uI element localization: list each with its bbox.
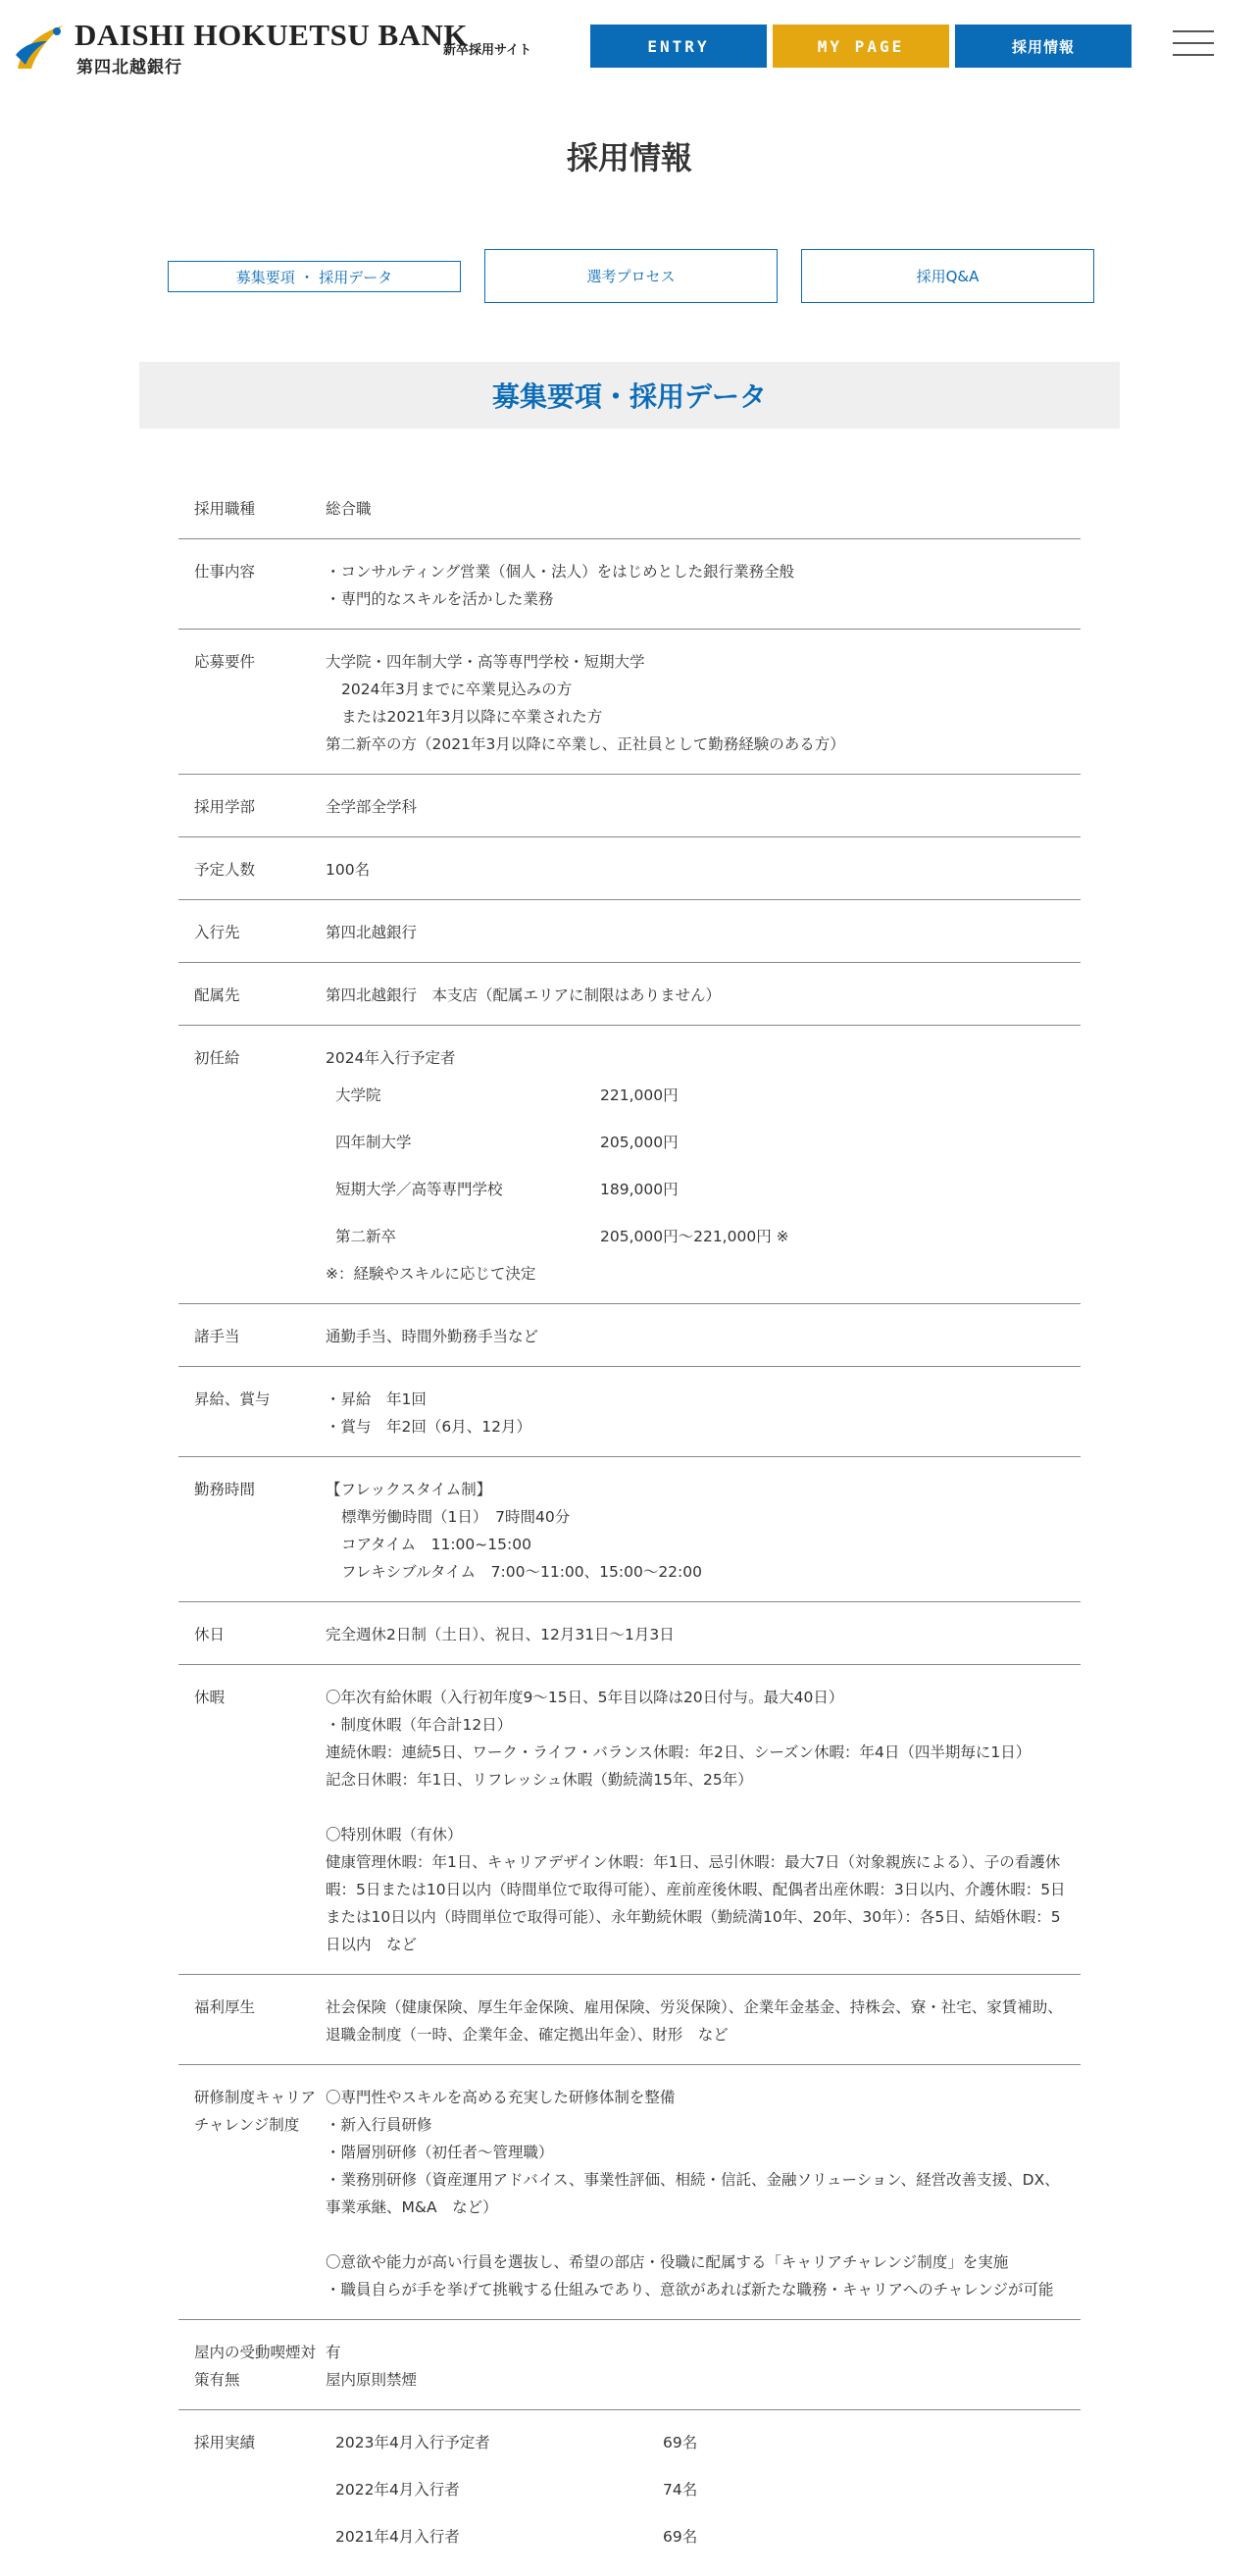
row-label: 入行先 <box>194 924 240 941</box>
row-text: ・階層別研修（初任者～管理職） <box>326 2144 554 2161</box>
table-row <box>178 1975 1081 2065</box>
table-row <box>178 1665 1081 1975</box>
row-text: ・制度休暇（年合計12日） <box>326 1716 513 1734</box>
row-text: ・職員自らが手を挙げて挑戦する仕組みであり、意欲があれば新たな職務・キャリアへのチャレンジが可能 <box>326 2281 1054 2298</box>
results-item <box>326 2419 1071 2466</box>
salary-item-label: 短期大学／高等専門学校 <box>335 1181 503 1198</box>
results-item-value: 74名 <box>663 2481 698 2499</box>
row-value <box>326 1621 1081 1648</box>
salary-item <box>326 1166 1071 1213</box>
mypage-button[interactable]: MY PAGE <box>773 25 949 68</box>
salary-item <box>326 1072 1071 1119</box>
hamburger-menu-icon[interactable] <box>1173 30 1214 56</box>
row-value <box>326 793 1081 821</box>
row-text: ・賞与 年2回（6月、12月） <box>326 1418 531 1436</box>
row-label: 初任給 <box>194 1049 240 1067</box>
bank-logo[interactable] <box>14 18 469 77</box>
site-label: 新卒採用サイト <box>443 43 532 58</box>
row-label: 配属先 <box>194 986 240 1004</box>
row-text: 【フレックスタイム制】 <box>326 1481 492 1498</box>
row-label: 応募要件 <box>194 653 256 671</box>
table-row <box>178 1457 1081 1602</box>
row-value <box>326 1684 1081 1958</box>
row-text: 有 <box>326 2344 341 2361</box>
row-text: 標準労働時間（1日） 7時間40分 <box>341 1508 571 1526</box>
page-title: 採用情報 <box>566 139 692 177</box>
row-value <box>326 1386 1081 1440</box>
table-row <box>178 1026 1081 1304</box>
row-text: 連続休暇：連続5日、ワーク・ライフ・バランス休暇：年2日、シーズン休暇：年4日（四半期毎に1日） <box>326 1743 1032 1761</box>
table-row <box>178 539 1081 630</box>
row-value <box>326 1994 1081 2048</box>
row-value <box>326 2339 1081 2394</box>
row-value <box>326 982 1081 1009</box>
table-row <box>178 2065 1081 2320</box>
results-item <box>326 2466 1071 2513</box>
recruit-info-button[interactable]: 採用情報 <box>955 25 1132 68</box>
row-text: 第四北越銀行 <box>326 924 418 941</box>
results-item-label: 2022年4月入行者 <box>335 2481 460 2499</box>
row-text: 〇意欲や能力が高い行員を選抜し、希望の部店・役職に配属する「キャリアチャレンジ制度」を実施 <box>326 2253 1009 2271</box>
row-text: 屋内原則禁煙 <box>326 2371 418 2389</box>
row-text: 2024年入行予定者 <box>326 1049 456 1067</box>
table-row <box>178 1367 1081 1457</box>
tab-requirements[interactable]: 募集要項 ・ 採用データ <box>168 261 461 292</box>
table-row <box>178 1304 1081 1367</box>
row-text: ・昇給 年1回 <box>326 1390 427 1408</box>
row-text: 第四北越銀行 本支店（配属エリアに制限はありません） <box>326 986 722 1004</box>
results-item-value: 69名 <box>663 2528 698 2546</box>
salary-item-value: 205,000円～221,000円 ※ <box>600 1228 789 1245</box>
table-row <box>178 963 1081 1026</box>
salary-note: ※：経験やスキルに応じて決定 <box>326 1265 536 1283</box>
row-label: 諸手当 <box>194 1328 240 1345</box>
row-value <box>326 648 1081 758</box>
results-item-value: 69名 <box>663 2434 698 2451</box>
row-text: 100名 <box>326 861 371 879</box>
table-row <box>178 837 1081 900</box>
row-label: 勤務時間 <box>194 1481 256 1498</box>
row-label: 昇給、賞与 <box>194 1390 271 1408</box>
row-value <box>326 856 1081 884</box>
salary-item-label: 四年制大学 <box>335 1134 412 1151</box>
row-text: 通勤手当、時間外勤務手当など <box>326 1328 539 1345</box>
bank-logo-mark-icon <box>14 20 67 73</box>
salary-item-value: 205,000円 <box>600 1134 679 1151</box>
row-text: 第二新卒の方（2021年3月以降に卒業し、正社員として勤務経験のある方） <box>326 735 845 753</box>
results-item-label: 2021年4月入行者 <box>335 2528 460 2546</box>
row-label: 休日 <box>194 1626 226 1643</box>
row-label: 採用職種 <box>194 500 256 518</box>
row-label: 福利厚生 <box>194 1998 256 2016</box>
row-text: 社会保険（健康保険、厚生年金保険、雇用保険、労災保険）、企業年金基金、持株会、寮・社宅、家賃補助、退職金制度（一時、企業年金、確定拠出年金）、財形 など <box>326 1998 1063 2044</box>
requirements-table <box>178 477 1081 2576</box>
salary-item-label: 大学院 <box>335 1086 381 1104</box>
row-value <box>326 558 1081 613</box>
row-label: 採用学部 <box>194 798 256 816</box>
row-label: 屋内の受動喫煙対策有無 <box>194 2344 317 2389</box>
row-label: 研修制度キャリアチャレンジ制度 <box>194 2089 317 2134</box>
row-text: 記念日休暇：年1日、リフレッシュ休暇（勤続満15年、25年） <box>326 1771 753 1789</box>
row-label: 予定人数 <box>194 861 256 879</box>
spacer <box>326 2221 1071 2248</box>
row-text: コアタイム 11:00~15:00 <box>341 1536 531 1553</box>
row-label: 仕事内容 <box>194 563 256 581</box>
salary-item-value: 221,000円 <box>600 1086 679 1104</box>
row-text: 全学部全学科 <box>326 798 418 816</box>
row-value <box>326 1044 1081 1288</box>
table-row <box>178 2410 1081 2576</box>
row-label: 休暇 <box>194 1689 226 1706</box>
row-text: ・コンサルティング営業（個人・法人）をはじめとした銀行業務全般 <box>326 563 795 581</box>
tab-qa[interactable]: 採用Q&A <box>801 249 1094 303</box>
row-text: 健康管理休暇：年1日、キャリアデザイン休暇：年1日、忌引休暇：最大7日（対象親族による）、子の看護休暇：5日または10日以内（時間単位で取得可能）、産前産後休暇、配偶者出産休暇：3日以内、介護休暇：5日または10日以内（時間単位で取得可能）、永年勤続休暇（勤続満10年、20年、30年）：各5日、結婚休暇：5日以内 など <box>326 1853 1066 1953</box>
salary-item-value: 189,000円 <box>600 1181 679 1198</box>
row-value <box>326 495 1081 523</box>
row-text: または2021年3月以降に卒業された方 <box>341 708 603 726</box>
site-header <box>0 0 1259 88</box>
table-row <box>178 2320 1081 2410</box>
row-text: ・新入行員研修 <box>326 2116 432 2134</box>
row-text: フレキシブルタイム 7:00～11:00、15:00～22:00 <box>341 1563 702 1581</box>
section-title: 募集要項・採用データ <box>139 362 1120 429</box>
entry-button[interactable]: ENTRY <box>590 25 767 68</box>
row-text: 2024年3月までに卒業見込みの方 <box>341 681 573 698</box>
row-text: 〇特別休暇（有休） <box>326 1826 463 1844</box>
row-label: 採用実績 <box>194 2434 256 2451</box>
row-value <box>326 1323 1081 1350</box>
table-row <box>178 477 1081 539</box>
row-text: ・専門的なスキルを活かした業務 <box>326 590 554 608</box>
row-text: 〇年次有給休暇（入行初年度9～15日、5年目以降は20日付与。最大40日） <box>326 1689 844 1706</box>
bank-name-en: DAISHI HOKUETSU BANK <box>75 18 469 52</box>
table-row <box>178 630 1081 775</box>
results-item-label: 2023年4月入行予定者 <box>335 2434 490 2451</box>
salary-item <box>326 1119 1071 1166</box>
table-row <box>178 900 1081 963</box>
row-text: 総合職 <box>326 500 372 518</box>
spacer <box>326 1793 1071 1821</box>
row-value <box>326 919 1081 946</box>
salary-item-label: 第二新卒 <box>335 1228 397 1245</box>
table-row <box>178 1602 1081 1665</box>
salary-item <box>326 1213 1071 1260</box>
row-text: 〇専門性やスキルを高める充実した研修体制を整備 <box>326 2089 676 2106</box>
row-value <box>326 1476 1081 1586</box>
row-text: ・業務別研修（資産運用アドバイス、事業性評価、相続・信託、金融ソリューション、経営改善支援、DX、事業承継、M&A など） <box>326 2171 1060 2216</box>
tab-selection-process[interactable]: 選考プロセス <box>484 249 778 303</box>
row-value <box>326 2429 1081 2560</box>
row-text: 完全週休2日制（土日）、祝日、12月31日～1月3日 <box>326 1626 675 1643</box>
results-item <box>326 2513 1071 2560</box>
table-row <box>178 775 1081 837</box>
row-value <box>326 2084 1081 2303</box>
row-text: 大学院・四年制大学・高等専門学校・短期大学 <box>326 653 645 671</box>
bank-name-ja: 第四北越銀行 <box>76 58 182 77</box>
